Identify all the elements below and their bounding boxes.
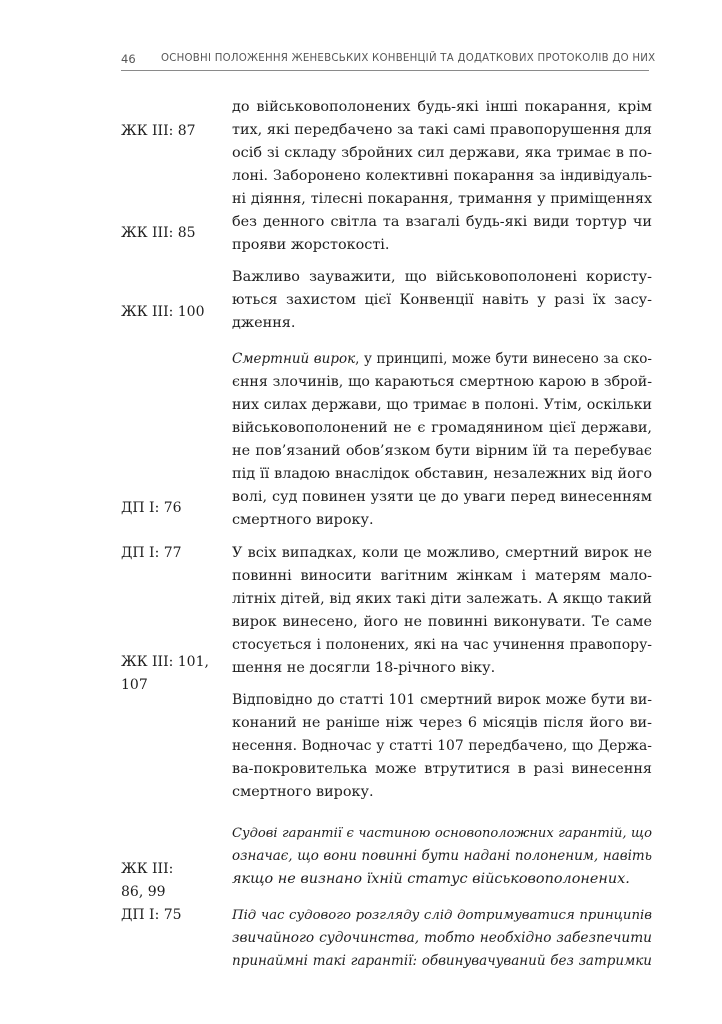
- italic-paragraph: [232, 904, 652, 973]
- text-line: ються захистом цієї Конвенції навіть у разі їх засу-: [232, 292, 652, 308]
- italic-paragraph: [232, 822, 652, 891]
- text-line: [232, 348, 652, 371]
- page-number: 46: [121, 52, 136, 66]
- page-header: [121, 50, 656, 71]
- text-line: шення не досягли 18-річного віку.: [232, 660, 496, 676]
- text-line: не пов’язаний обов’язком бути вірним їй та перебуває: [232, 443, 652, 459]
- text-line: принаймні такі гарантії: обвинувачуваний без затримки: [232, 953, 652, 969]
- text-line: стосується і полонених, які на час учинення правопору-: [232, 637, 652, 653]
- emphasis-term: Смертний вирок: [232, 351, 356, 367]
- text-line: них силах держави, що тримає в полоні. Утім, оскільки: [232, 397, 652, 413]
- body-paragraph: [232, 348, 652, 532]
- margin-note: ЖК III: 87: [121, 123, 196, 139]
- text-line: осіб зі складу збройних сил держави, яка тримає в по-: [232, 145, 652, 161]
- text-line: якщо не визнано їхній статус військовополонених.: [232, 871, 630, 887]
- text-line: смертного вироку.: [232, 784, 374, 800]
- margin-note: ЖК III: 85: [121, 225, 196, 241]
- text-line: Під час судового розгляду слід дотримуватися принципів: [232, 908, 652, 923]
- body-paragraph: [232, 96, 652, 257]
- text-line: під її владою внаслідок обставин, незалежних від його: [232, 466, 652, 482]
- text-line: несення. Водночас у статті 107 передбачено, що Держа-: [232, 738, 652, 754]
- text-line: літніх дітей, від яких такі діти залежать. А якщо такий: [232, 591, 652, 607]
- body-paragraph: [232, 689, 652, 804]
- text-line: конаний не раніше ніж через 6 місяців після його ви-: [232, 715, 652, 731]
- margin-note: ДП I: 75: [121, 907, 182, 923]
- text-line: волі, суд повинен узяти це до уваги перед винесенням: [232, 489, 652, 505]
- text-line: ні діяння, тілесні покарання, тримання у приміщеннях: [232, 191, 652, 207]
- text-line: Важливо зауважити, що військовополонені користу-: [232, 269, 652, 285]
- text-line: повинні виносити вагітним жінкам і матерям мало-: [232, 568, 652, 584]
- margin-note: 107: [121, 677, 148, 693]
- margin-note: 86, 99: [121, 884, 166, 900]
- text-line: до військовополонених будь-які інші покарання, крім: [232, 99, 652, 115]
- text-line: означає, що вони повинні бути надані полоненим, навіть: [232, 848, 652, 864]
- text-line: ва-покровителька може втрутитися в разі винесення: [232, 761, 652, 777]
- text-line: Судові гарантії є частиною основоположних гарантій, що: [232, 826, 652, 841]
- text-line: Відповідно до статті 101 смертний вирок може бути ви-: [232, 692, 652, 708]
- body-paragraph: [232, 542, 652, 680]
- margin-note: ЖК III: 101,: [121, 654, 209, 670]
- text-line: смертного вироку.: [232, 512, 374, 528]
- text-line: прояви жорстокості.: [232, 237, 390, 253]
- text-line: У всіх випадках, коли це можливо, смертний вирок не: [232, 545, 652, 561]
- running-title: ОСНОВНІ ПОЛОЖЕННЯ ЖЕНЕВСЬКИХ КОНВЕНЦІЙ ТА ДОДАТКОВИХ ПРОТОКОЛІВ ДО НИХ: [161, 53, 656, 64]
- text-run: , у принципі, може бути винесено за ско-: [355, 351, 652, 367]
- margin-note: ЖК III:: [121, 861, 174, 877]
- text-line: лоні. Заборонено колективні покарання за індивідуаль-: [232, 168, 652, 184]
- text-line: вирок винесено, його не повинні виконувати. Те саме: [232, 614, 652, 630]
- text-line: військовополонений не є громадянином цієї держави,: [232, 420, 652, 436]
- margin-note: ЖК III: 100: [121, 304, 205, 320]
- text-line: тих, які передбачено за такі самі правопорушення для: [232, 122, 652, 138]
- margin-note: ДП I: 77: [121, 545, 182, 561]
- text-line: дження.: [232, 315, 296, 331]
- body-paragraph: [232, 266, 652, 335]
- text-line: звичайного судочинства, тобто необхідно забезпечити: [232, 930, 652, 946]
- margin-note: ДП I: 76: [121, 500, 182, 516]
- text-line: без денного світла та взагалі будь-які види тортур чи: [232, 214, 652, 230]
- text-line: єння злочинів, що караються смертною карою в зброй-: [232, 374, 652, 390]
